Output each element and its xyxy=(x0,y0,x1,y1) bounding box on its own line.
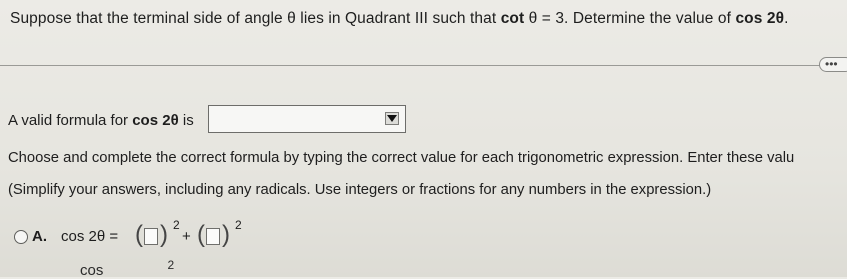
open-paren: ( xyxy=(135,221,143,248)
close-paren: ) xyxy=(222,221,230,248)
formula-prompt-post: is xyxy=(178,112,194,129)
option-a-lhs: cos 2θ = xyxy=(61,228,119,245)
option-a-radio[interactable] xyxy=(14,230,28,244)
answer-box-2[interactable] xyxy=(206,228,220,245)
simplify-note: (Simplify your answers, including any radicals. Use integers or fractions for any numbers in the expression.) xyxy=(8,182,712,198)
chevron-down-icon[interactable] xyxy=(385,112,399,125)
instruction-text: Choose and complete the correct formula by typing the correct value for each trigonometric expression. Enter these valu xyxy=(8,150,795,166)
question-cos2theta: cos 2θ xyxy=(735,10,785,27)
question-part1: Suppose that the terminal side of angle θ lies in Quadrant III such that xyxy=(10,10,501,27)
section-divider xyxy=(0,65,830,66)
formula-prompt-bold: cos 2θ xyxy=(132,112,179,129)
option-a-exponent-1: 2 xyxy=(173,218,180,232)
option-b-partial xyxy=(80,258,175,279)
formula-prompt xyxy=(8,112,194,129)
option-b-exponent: 2 xyxy=(167,258,175,272)
question-cot: cot xyxy=(500,10,525,27)
open-paren: ( xyxy=(197,221,205,248)
formula-dropdown[interactable] xyxy=(208,105,406,133)
question-text xyxy=(10,10,788,28)
option-a-exponent-2: 2 xyxy=(235,218,242,232)
close-paren: ) xyxy=(160,221,168,248)
more-options-button[interactable]: ••• xyxy=(819,57,847,72)
formula-prompt-pre: A valid formula for xyxy=(8,112,133,129)
question-part2: θ = 3. Determine the value of xyxy=(524,10,736,27)
option-b-lhs: cos xyxy=(80,262,104,279)
answer-box-1[interactable] xyxy=(144,228,158,245)
option-a-letter: A. xyxy=(32,228,47,245)
question-part3: . xyxy=(784,10,789,27)
option-a-plus: + xyxy=(182,228,191,245)
